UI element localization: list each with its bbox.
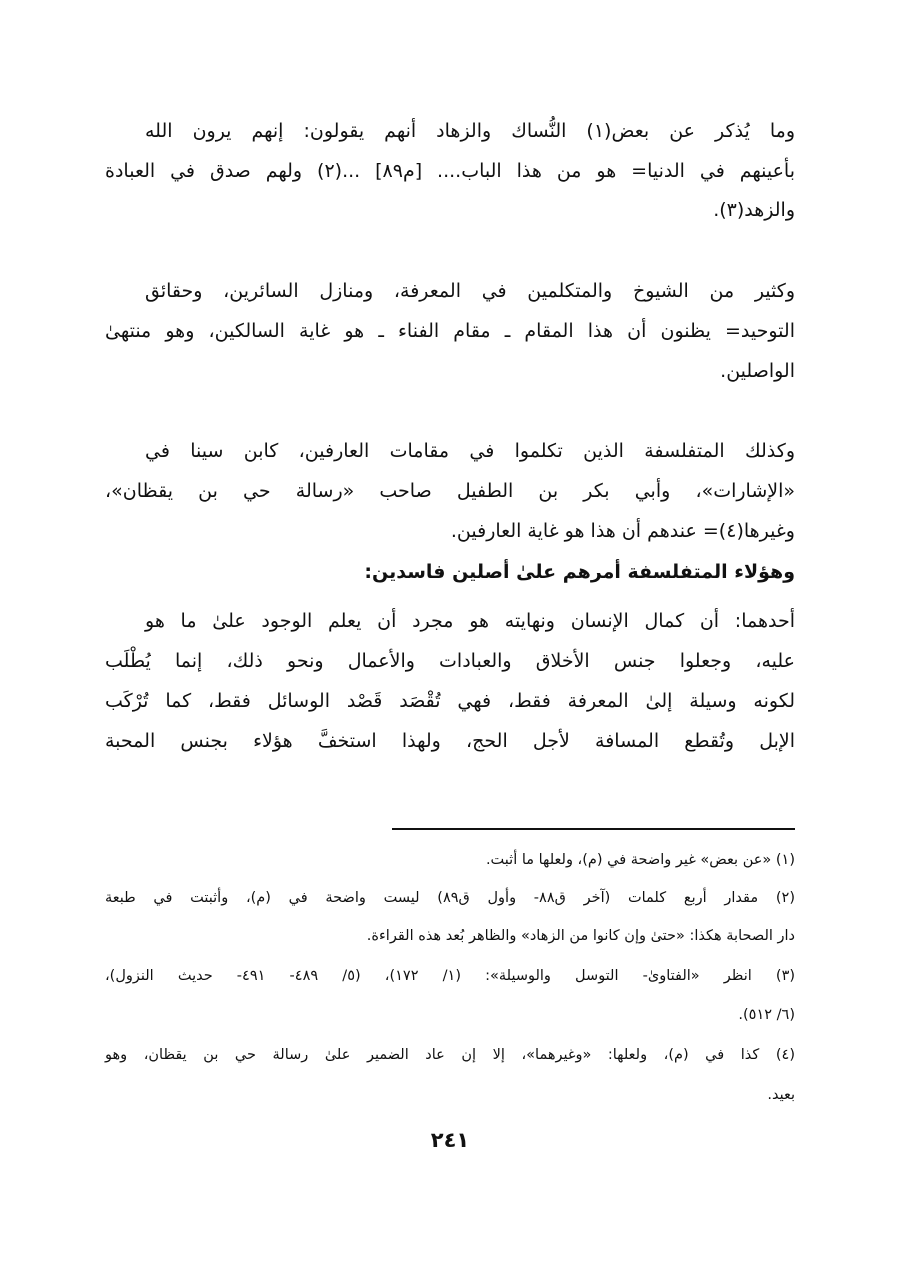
footnote-separator xyxy=(392,828,795,830)
text-line: التوحيد= يظنون أن هذا المقام ـ مقام الفناء ـ هو غاية السالكين، وهو منتهىٰ xyxy=(105,320,795,342)
section-heading: وهؤلاء المتفلسفة أمرهم علىٰ أصلين فاسدين: xyxy=(364,561,795,583)
text-line: الإبل وتُقطع المسافة لأجل الحج، ولهذا استخفَّ هؤلاء بجنس المحبة xyxy=(105,730,795,752)
footnote-1: (١) «عن بعض» غير واضحة في (م)، ولعلها ما أثبت. xyxy=(485,852,795,868)
footnote-3: (٣) انظر «الفتاوىٰ- التوسل والوسيلة»: (١/ ١٧٢)، (٥/ ٤٨٩- ٤٩١- حديث النزول)، xyxy=(105,968,796,984)
text-line: والزهد(٣). xyxy=(713,199,795,221)
text-line: أحدهما: أن كمال الإنسان ونهايته هو مجرد أن يعلم الوجود علىٰ ما هو xyxy=(145,610,795,632)
footnote-3-cont: (٦/ ٥١٢). xyxy=(738,1007,795,1023)
footnote-4-cont: بعيد. xyxy=(767,1087,795,1103)
footnote-4: (٤) كذا في (م)، ولعلها: «وغيرهما»، إلا إن عاد الضمير علىٰ رسالة حي بن يقظان، وهو xyxy=(105,1047,795,1063)
page-number: ٢٤١ xyxy=(430,1128,470,1152)
text-line: وكذلك المتفلسفة الذين تكلموا في مقامات العارفين، كابن سينا في xyxy=(145,440,795,462)
text-line: لكونه وسيلة إلىٰ المعرفة فقط، فهي تُقْصَد قَصْد الوسائل فقط، كما تُرْكَب xyxy=(105,690,795,712)
text-line: وما يُذكر عن بعض(١) النُّساك والزهاد أنهم يقولون: إنهم يرون الله xyxy=(145,120,795,142)
text-line: وغيرها(٤)= عندهم أن هذا هو غاية العارفين. xyxy=(450,520,795,542)
footnote-2-cont: دار الصحابة هكذا: «حتىٰ وإن كانوا من الزهاد» والظاهر بُعد هذه القراءة. xyxy=(366,928,795,944)
text-line: «الإشارات»، وأبي بكر بن الطفيل صاحب «رسالة حي بن يقظان»، xyxy=(105,480,795,502)
footnote-2: (٢) مقدار أربع كلمات (آخر ق٨٨- وأول ق٨٩) ليست واضحة في (م)، وأثبتت في طبعة xyxy=(105,890,795,906)
text-line: وكثير من الشيوخ والمتكلمين في المعرفة، ومنازل السائرين، وحقائق xyxy=(145,280,795,302)
text-line: عليه، وجعلوا جنس الأخلاق والعبادات والأعمال ونحو ذلك، إنما يُطْلَب xyxy=(105,650,795,672)
text-line: بأعينهم في الدنيا= هو من هذا الباب.... [م٨٩] ...(٢) ولهم صدق في العبادة xyxy=(105,160,795,182)
text-line: الواصلين. xyxy=(720,360,795,382)
